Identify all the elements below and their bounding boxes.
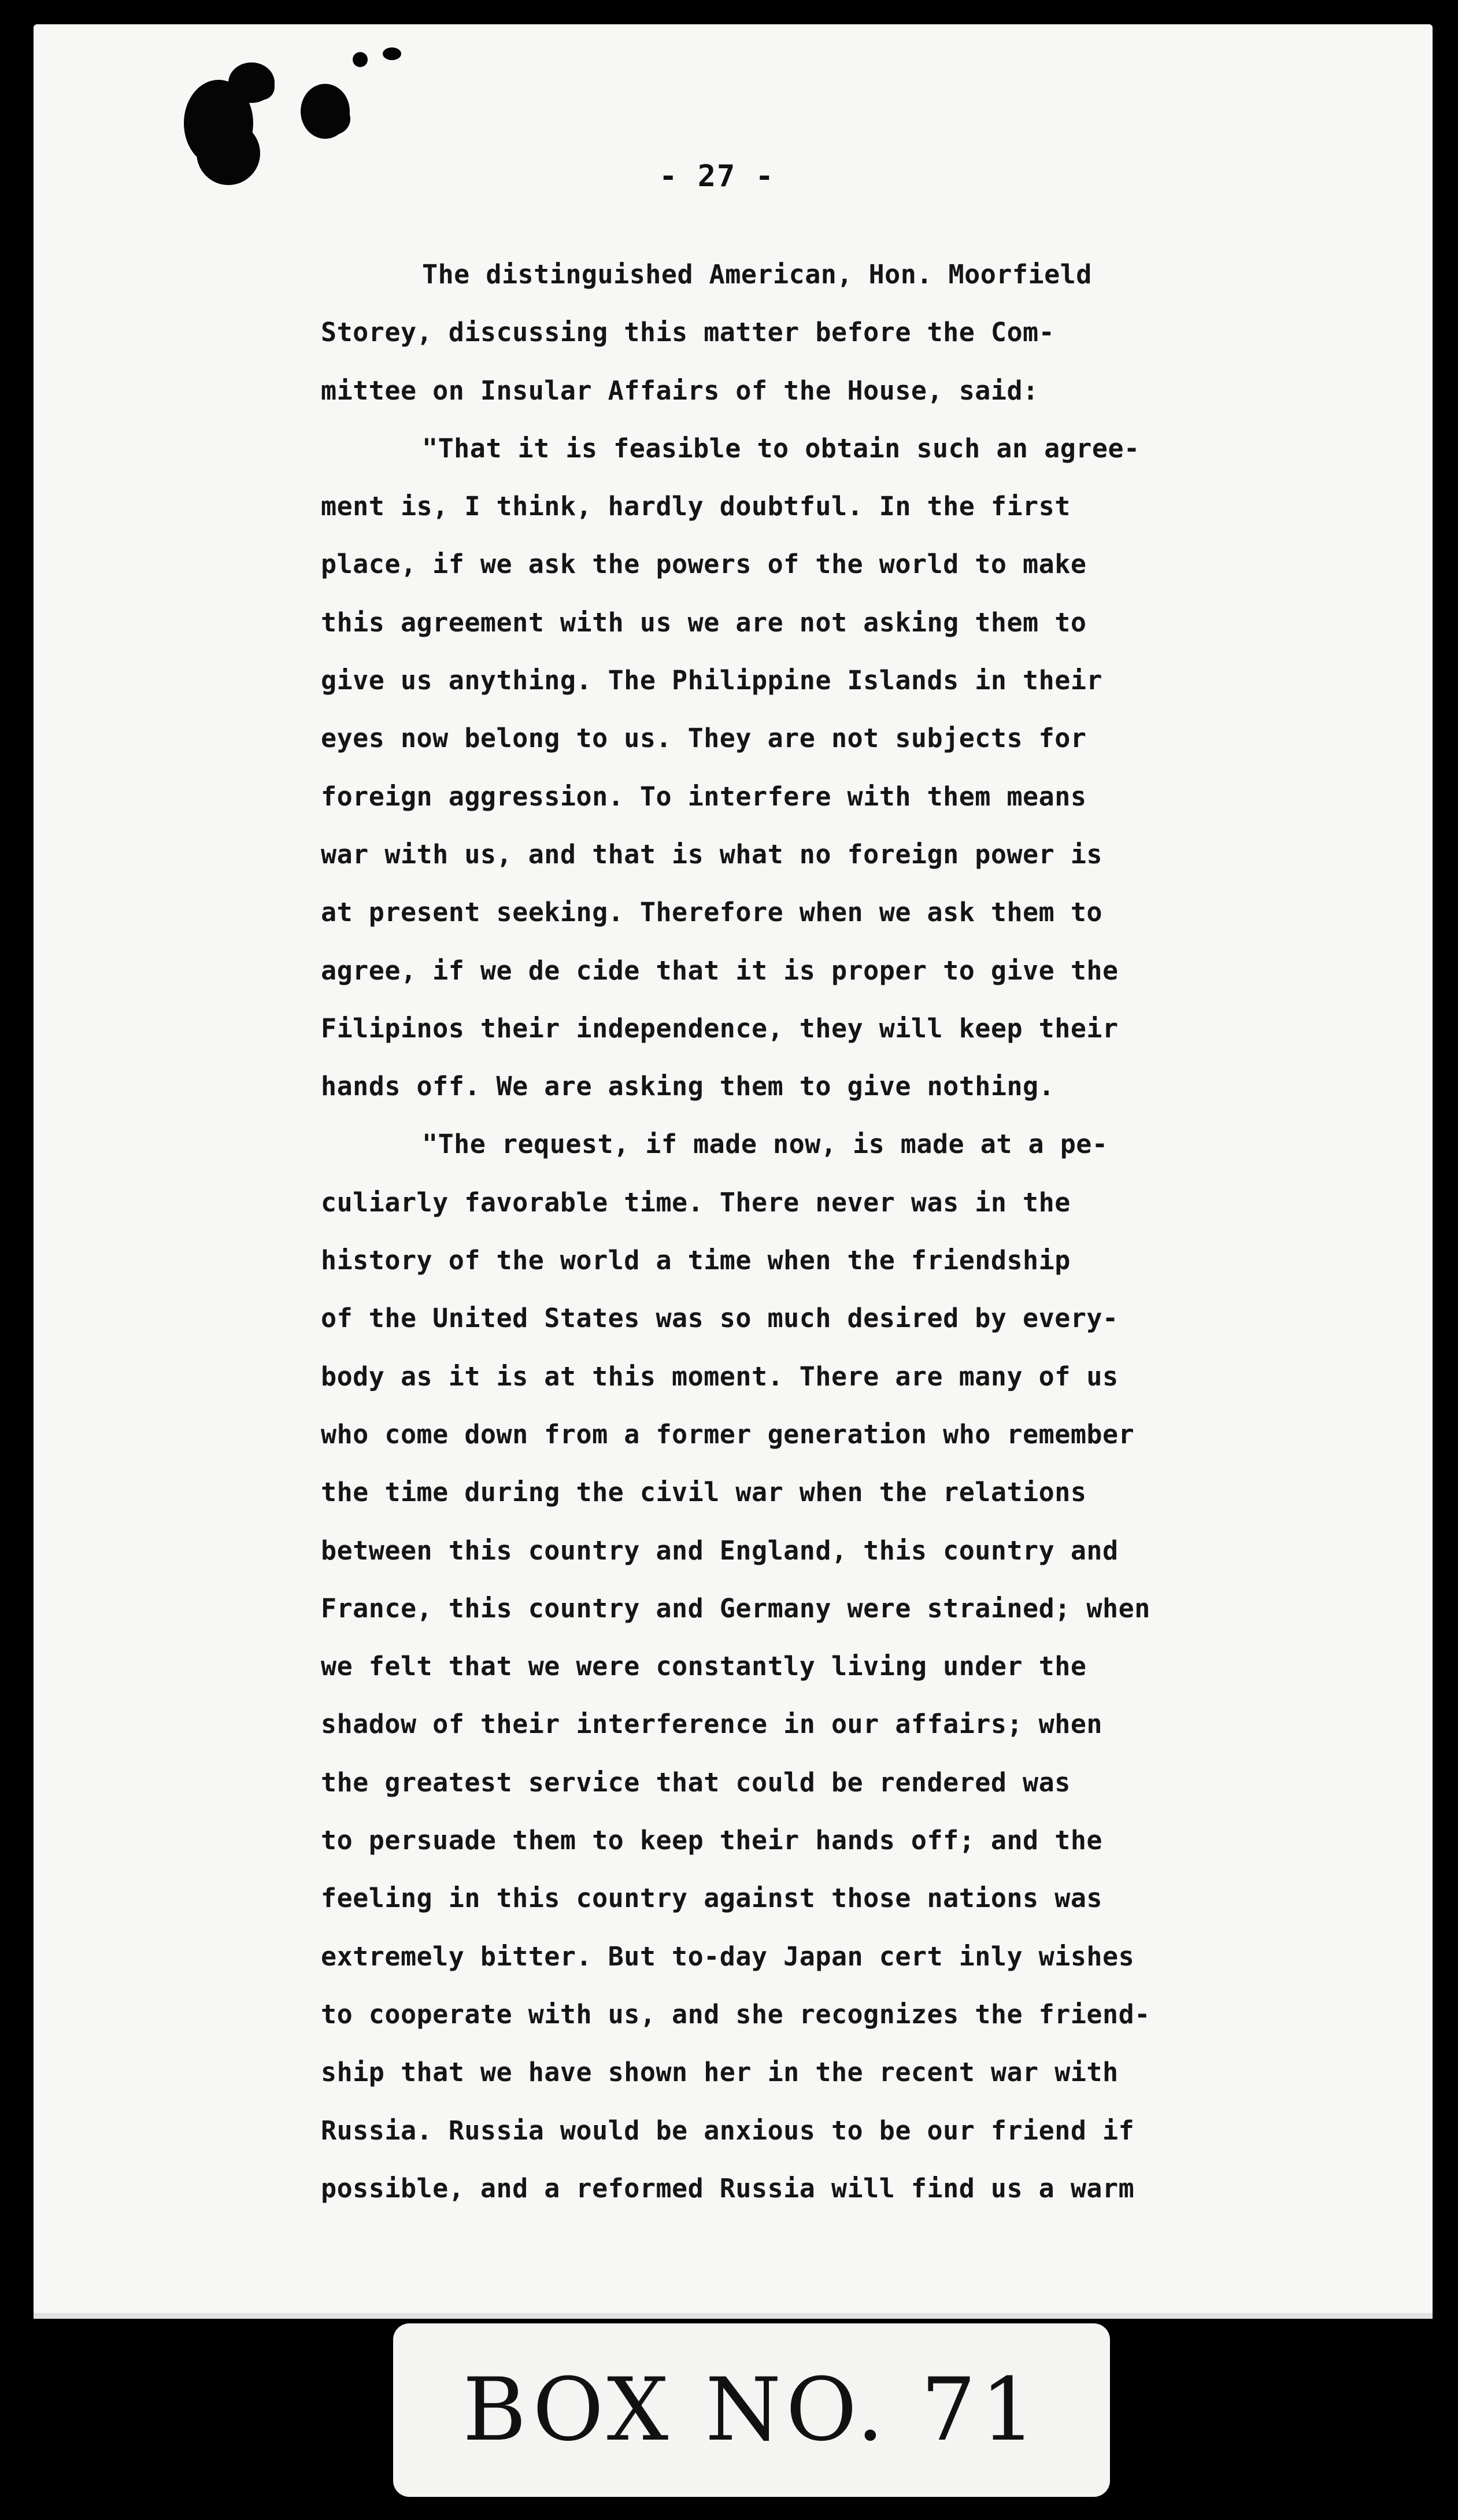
text-line: to persuade them to keep their hands off; and the (321, 1825, 1103, 1856)
text-line: we felt that we were constantly living under the (321, 1651, 1087, 1682)
text-line: place, if we ask the powers of the world to make (321, 549, 1087, 580)
text-line: foreign aggression. To interfere with them means (321, 781, 1087, 812)
text-line: Filipinos their independence, they will keep their (321, 1013, 1119, 1044)
text-line: body as it is at this moment. There are many of us (321, 1361, 1119, 1392)
text-line: culiarly favorable time. There never was in the (321, 1187, 1071, 1218)
text-line: hands off. We are asking them to give nothing. (321, 1071, 1055, 1102)
text-line: the time during the civil war when the relations (321, 1477, 1087, 1508)
text-line: the greatest service that could be rendered was (321, 1767, 1071, 1798)
text-line: possible, and a reformed Russia will find us a warm (321, 2172, 1135, 2204)
text-line: France, this country and Germany were strained; when (321, 1592, 1150, 1624)
text-line: war with us, and that is what no foreign power is (321, 838, 1103, 870)
text-line: The distinguished American, Hon. Moorfield (422, 259, 1092, 290)
text-line: ment is, I think, hardly doubtful. In the first (321, 491, 1071, 522)
text-line: give us anything. The Philippine Islands in their (321, 665, 1103, 696)
text-line: between this country and England, this country and (321, 1535, 1119, 1566)
text-line: extremely bitter. But to-day Japan cert inly wishes (321, 1941, 1135, 1972)
text-line: who come down from a former generation who remember (321, 1418, 1135, 1450)
text-line: feeling in this country against those nations was (321, 1883, 1103, 1914)
text-line: to cooperate with us, and she recognizes the friend- (321, 1998, 1150, 2030)
page-number: - 27 - (659, 159, 775, 194)
text-line: "That it is feasible to obtain such an agree- (422, 433, 1140, 464)
box-label-text: BOX NO. 71 (462, 2360, 1041, 2460)
text-line: this agreement with us we are not asking them to (321, 607, 1087, 638)
text-line: Storey, discussing this matter before the Com- (321, 317, 1055, 348)
body-text (321, 246, 1257, 2218)
text-line: of the United States was so much desired by every- (321, 1303, 1119, 1334)
text-line: history of the world a time when the friendship (321, 1245, 1071, 1276)
text-line: "The request, if made now, is made at a pe- (422, 1129, 1108, 1160)
text-line: eyes now belong to us. They are not subjects for (321, 723, 1087, 754)
text-line: ship that we have shown her in the recent war with (321, 2057, 1119, 2088)
text-line: shadow of their interference in our affairs; when (321, 1709, 1103, 1740)
box-label-card (393, 2323, 1110, 2497)
text-line: at present seeking. Therefore when we ask them to (321, 897, 1103, 928)
page-bottom-edge (34, 2313, 1433, 2319)
text-line: mittee on Insular Affairs of the House, said: (321, 375, 1039, 406)
text-line: agree, if we de cide that it is proper to give the (321, 955, 1119, 986)
text-line: Russia. Russia would be anxious to be our friend if (321, 2115, 1135, 2146)
